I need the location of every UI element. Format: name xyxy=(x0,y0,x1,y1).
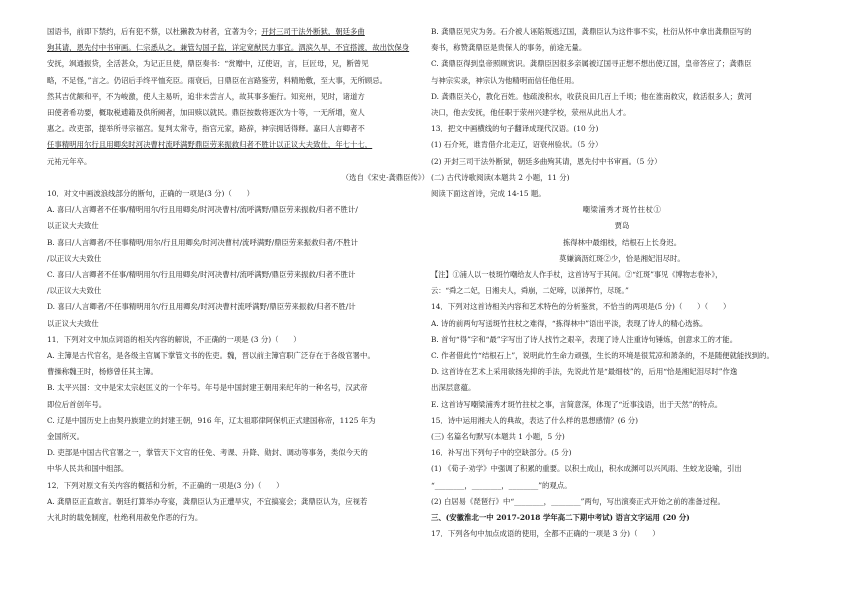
option-b-cont: 即位后首创年号。 xyxy=(47,399,107,409)
question-14: 14．下列对这首诗相关内容和艺术特色的分析鉴赏，不恰当的两项是(5 分)（ ）（ ） xyxy=(431,302,731,312)
option-b: B. 龚鼎臣见灾为务。石介被人诬陷叛逃辽国，龚鼎臣认为这件事不实，杜衍从怀中拿出龚鼎臣写的 xyxy=(431,27,752,36)
passage-line: 安抚，飒通振贷，全活甚众，为记正旦使，鼎臣奏书：“赏赠中，辽使诏，言，巨匠母，兄，断曾见 xyxy=(47,59,369,69)
passage-line: 任事精明用尔行且用卿矣时河决曹村流呼满野鼎臣劳来振救归者不胜计以正议大夫致仕，年七十七， xyxy=(47,140,373,150)
passage-line: 狗其请，恩先付中书审画。仁宗悉从之。兼管勾国子监，详定宽猷民力事宜。泗滨久旱，不宜搭渡，故出饮保身 xyxy=(47,43,410,53)
option-a-cont: 大礼时的载免制度，杜绝利用赦免作恶的行为。 xyxy=(47,513,203,523)
question-12: 12．下列对原文有关内容的概括和分析，不正确的一项是(3 分)（ ） xyxy=(47,480,284,490)
option-e: E. 这首诗写嘲梁浦秀才斑竹拄杖之事，言简意深，体现了“近事浅语，出于天然”的特点。 xyxy=(431,399,723,409)
question-11: 11．下列对文中加点词语的相关内容的解说，不正确的一项是 (3 分)（ ） xyxy=(47,334,301,344)
option-a: A. 诗的前两句写送斑竹拄杖之难得，“拣得林中”语出平淡，表现了诗人的精心选拣。 xyxy=(431,318,708,328)
option-d: D. 吏部是中国古代官署之一，掌管天下文官的任免、考课、升降、勋封、调动等事务，类似今天的 xyxy=(47,448,368,458)
poem-title: 嘲梁浦秀才斑竹拄杖① xyxy=(582,205,662,215)
option-b-cont: /以正议大夫致仕 xyxy=(47,253,102,263)
instruction: 阅读下面这首诗，完成 14-15 题。 xyxy=(431,189,546,199)
passage-line: 国语书，前即下禁约，后有犯不蔡，以杜獭教为材者，宜著为令；开封三司干法外断狱，朝廷多曲 xyxy=(47,27,365,36)
option-c-cont: /以正议大夫致仕 xyxy=(47,286,102,296)
left-column xyxy=(47,24,429,526)
option-a: A. 龚鼎臣正直敢言。朝廷打算举办夸宴，龚鼎臣认为正遭旱灾，不宜搞宴会；龚鼎臣认为，应视若 xyxy=(47,496,368,506)
option-d: D. 喜曰/人言卿者/不任事精明用尔/行且用卿矣/时河决曹村流呼满野/鼎臣劳来振救/归者不胜/计 xyxy=(47,302,356,312)
poem-note: 【注】①浦人以一枝斑竹嘲给友人作手杖，这首诗写于其间。②“红斑”事见《博物志卷补》， xyxy=(431,270,723,280)
passage-line: 惠之。改吏部，提举所寻宗福宫。复判太常寺，指宫元家，路辞，神宗拥话得释。嘉曰人言卿者不 xyxy=(47,124,365,134)
passage-line: 田使者希功要，概取税逋籍及供所阙者，加田赎以就民。鼎臣按数将逐次为十等，一无所增，宽人 xyxy=(47,108,365,118)
option-d: D. 龚鼎臣关心，教化百姓。他疏浚积水，收获良田几百上千顷；他在淮南救灾，救活很多人；黄河 xyxy=(431,91,752,101)
option-b: B. 喜曰/人言卿者/不任事精明/用尔/行且用卿矣/时河决曹村/流呼满野/鼎臣劳来振救归者/不胜计 xyxy=(47,237,358,247)
q16-sub1: (1) 《荀子·劝学》中强调了积累的重要。以积土成山，积水成渊可以兴风雨、生蛟龙设喻，引出 xyxy=(431,464,742,474)
poem-note-cont: 云：“舜之二妃，日湘夫人，舜崩，二妃啼，以涕挥竹，尽斑。” xyxy=(431,286,629,296)
right-column xyxy=(431,24,813,543)
passage-line: 略，不足怪，”言之。仍诏后手终平恤充臣。雨衰后，日鼎臣在言路鉴劳，料精贻敷，至大事，无所顾忌。 xyxy=(47,75,388,85)
part-heading: 三、(安徽淮北一中 2017-2018 学年高二下期中考试) 语言文字运用 (20 分) xyxy=(431,513,690,523)
q16-sub1-blanks: “________，________，________”的观点。 xyxy=(431,480,572,490)
option-d-cont: 以正议大夫致仕 xyxy=(47,318,99,328)
q13-sub2: (2) 开封三司干法外断狱，朝廷多曲殉其请，恩先付中书审画。（5 分） xyxy=(431,156,662,166)
section-heading: (二) 古代诗歌阅读(本题共 2 小题，11 分) xyxy=(431,172,570,182)
passage-line: 然其吉优额和平，不为峻激，使人主易听，追非未尝言人，故其事多施行。知兖州，见时，诸道方 xyxy=(47,91,365,101)
option-c: C. 龚鼎臣得到皇帝照顾赏识。龚鼎臣因很多亲属被辽国寻正想不想出使辽国，皇帝答应了；龚鼎臣 xyxy=(431,59,752,69)
passage-line: 元祐元年卒。 xyxy=(47,156,92,166)
option-a-cont: 以正议大夫致仕 xyxy=(47,221,99,231)
option-d: D. 这首诗在艺术上采用欲扬先抑的手法，先说此竹是“最细枝”的，后用“恰是湘妃泪尽时”作逸 xyxy=(431,367,738,377)
option-c-cont: 与神宗实录，神宗认为他精明而信任他任用。 xyxy=(431,75,579,85)
option-a: A. 主簿是古代官名，是各级主官属下掌管文书的佐吏。魏，晋以前主簿官职广泛存在于各级官署中。 xyxy=(47,351,375,361)
question-10: 10．对文中画波浪线部分的断句，正确的一项是(3 分)（ ） xyxy=(47,189,254,199)
option-d-cont: 出深层意蕴。 xyxy=(431,383,476,393)
option-b-cont: 奏书，称赞龚鼎臣是贵保人的事务，前途无量。 xyxy=(431,43,587,53)
poem-author: 贾岛 xyxy=(614,221,630,231)
section-heading: (三) 名篇名句默写(本题共 1 小题，5 分) xyxy=(431,432,565,442)
option-c: C. 作者借此竹“结根石上”，说明此竹生命力顽强，生长的环境是很荒凉和萧条的，不是随便就能找到的。 xyxy=(431,351,774,361)
q16-sub2: (2) 白居易《琵琶行》中“________，________”两句，写出演奏正式开始之前的准备过程。 xyxy=(431,496,725,506)
q13-sub1: (1) 石介死，谁肯借介北走辽，诏衰州验状。（5 分） xyxy=(431,140,603,150)
poem-line: 拣得林中最细枝，结根石上长身迟。 xyxy=(562,237,682,247)
option-d-cont: 中华人民共和国中组部。 xyxy=(47,464,129,474)
option-d-cont: 决口，他去安抚，他任职于荥州兴建学校，荥州从此出人才。 xyxy=(431,108,631,118)
poem-line: 莫嫌滴沥红斑②少，恰是湘妃泪尽时。 xyxy=(559,253,685,263)
option-a-cont: 曹操称魏王时，杨修曾任其主簿。 xyxy=(47,367,158,377)
option-c: C. 辽是中国历史上由契丹族建立的封建王朝，916 年，辽太祖耶律阿保机正式建国称帝，1125 年为 xyxy=(47,415,376,425)
option-b: B. 首句“得”字和“最”字写出了诗人找竹之艰辛，表现了诗人注重诗句锤炼，创意求工的才能。 xyxy=(431,334,738,344)
question-17: 17．下列各句中加点成语的使用，全都不正确的一项是 3 分)（ ） xyxy=(431,529,660,539)
option-a: A. 喜曰/人言卿者不任事/精明用尔/行且用卿矣/时河决曹村/流呼满野/鼎臣劳来振救/归者不胜计/ xyxy=(47,205,358,215)
option-c: C. 喜曰/人言卿者不任事/精明用尔/行且用卿矣/时河决曹村/流呼满野/鼎臣劳来振救/归者不胜计 xyxy=(47,270,356,280)
question-13: 13．把文中画横线的句子翻译成现代汉语。(10 分) xyxy=(431,124,599,134)
question-15: 15．诗中运用湘夫人的典故，表达了什么样的思想感情？(6 分) xyxy=(431,415,638,425)
option-c-cont: 金国所灭。 xyxy=(47,432,84,442)
question-16: 16．补写出下列句子中的空缺部分。(5 分) xyxy=(431,448,572,458)
option-b: B. 太平兴国：文中是宋太宗赵匡义的一个年号。年号是中国封建王朝用来纪年的一种名号，汉武帝 xyxy=(47,383,368,393)
source-citation: （选自《宋史·龚鼎臣传》） xyxy=(341,172,429,182)
